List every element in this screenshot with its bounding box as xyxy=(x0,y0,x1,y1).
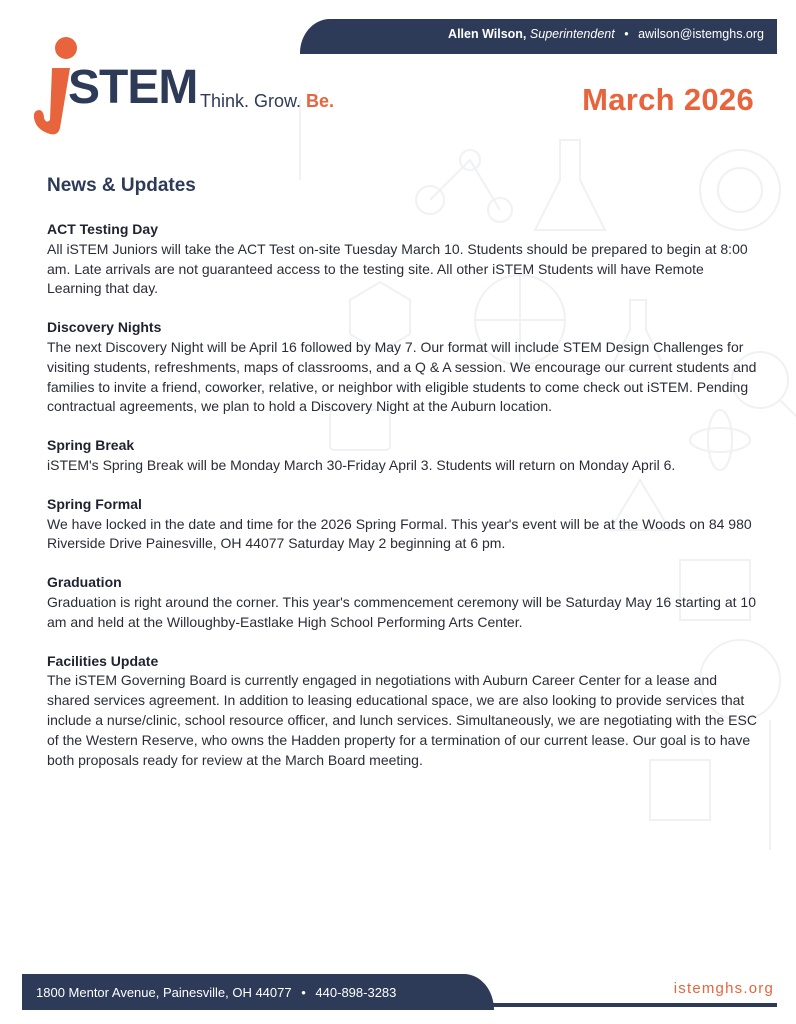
article-act-testing xyxy=(47,220,757,299)
article-graduation xyxy=(47,573,757,632)
footer-contact xyxy=(36,985,396,1000)
article-spring-break xyxy=(47,436,757,476)
article-body: We have locked in the date and time for the 2026 Spring Formal. This year's event will be at the Woods on 84 980 Riverside Drive Painesville, OH 44077 Saturday May 2 beginning at 6 pm. xyxy=(47,515,752,552)
superintendent-role: Superintendent xyxy=(529,27,615,41)
footer-rule xyxy=(22,1003,777,1007)
header-rule xyxy=(300,51,777,54)
article-title: Spring Break xyxy=(47,437,135,454)
article-body: The iSTEM Governing Board is currently engaged in negotiations with Auburn Career Center for a lease and shared services agreement. In addition to leasing educational space, we are also looking to provide services that include a nurse/clinic, school resource officer, and lunch services. Simultaneously, we are negotiating with the ESC of the Western Reserve, who owns the Hadden property for a termination of our current lease. Our goal is to have both proposals ready for review at the March Board meeting. xyxy=(47,672,757,768)
article-body: The next Discovery Night will be April 16 followed by May 7. Our format will include STEM Design Challenges for visiting students, refreshments, maps of classrooms, and a Q & A session. We encourage our current students and families to invite a friend, coworker, relative, or neighbor with eligible students to come check out iSTEM. Pending contractual agreements, we plan to hold a Discovery Night at the Auburn location. xyxy=(47,338,757,415)
article-body: iSTEM's Spring Break will be Monday March 30-Friday April 3. Students will return on Monday April 6. xyxy=(47,456,676,473)
logo-tagline xyxy=(200,92,334,110)
newsletter-content xyxy=(47,174,757,789)
section-heading: News & Updates xyxy=(47,175,196,196)
header-contact xyxy=(448,27,764,41)
footer-separator: • xyxy=(301,985,306,1000)
article-title: Discovery Nights xyxy=(47,319,162,336)
tagline-accent: Be. xyxy=(306,91,335,111)
article-facilities-update xyxy=(47,652,757,771)
article-discovery-nights xyxy=(47,318,757,417)
article-body: Graduation is right around the corner. This year's commencement ceremony will be Saturday May 16 starting at 10 am and held at the Willoughby-Eastlake High School Performing Arts Center. xyxy=(47,593,756,630)
article-spring-formal xyxy=(47,495,757,554)
header-separator: • xyxy=(624,27,629,41)
logo-wordmark: STEM xyxy=(68,61,198,114)
istem-logo xyxy=(30,36,350,140)
article-title: Spring Formal xyxy=(47,495,142,512)
footer-address: 1800 Mentor Avenue, Painesville, OH 44077 xyxy=(36,985,292,1000)
footer-phone[interactable]: 440-898-3283 xyxy=(315,985,397,1000)
article-title: ACT Testing Day xyxy=(47,221,158,237)
tagline-main: Think. Grow. xyxy=(200,91,302,111)
article-title: Graduation xyxy=(47,574,122,591)
superintendent-name: Allen Wilson, xyxy=(448,27,527,41)
article-title: Facilities Update xyxy=(47,652,159,669)
footer-website-link[interactable]: istemghs.org xyxy=(673,980,774,997)
article-body: All iSTEM Juniors will take the ACT Test on-site Tuesday March 10. Students should be prepared to begin at 8:00 am. Late arrivals are not guaranteed access to the testing site. All other iSTEM Students will have Remote Learning that day. xyxy=(47,240,748,297)
issue-title: March 2026 xyxy=(582,82,754,117)
superintendent-email[interactable]: awilson@istemghs.org xyxy=(638,27,764,41)
